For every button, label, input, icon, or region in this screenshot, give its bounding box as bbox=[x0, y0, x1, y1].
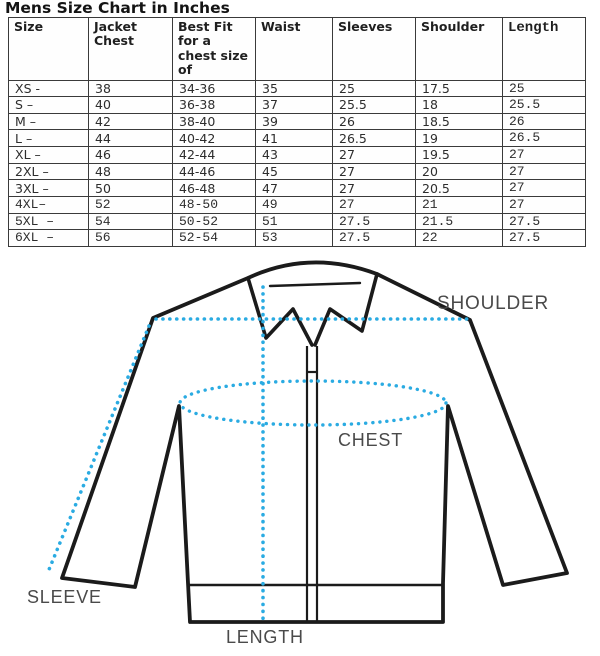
column-header-waist: Waist bbox=[256, 18, 333, 81]
table-cell: 44 bbox=[89, 130, 173, 147]
table-cell: 37 bbox=[256, 97, 333, 114]
table-cell: 27 bbox=[333, 196, 416, 213]
table-cell: 20.5 bbox=[416, 180, 503, 197]
table-cell: 26 bbox=[503, 113, 586, 130]
table-cell: 49 bbox=[256, 196, 333, 213]
table-cell: 41 bbox=[256, 130, 333, 147]
table-cell: 44-46 bbox=[173, 163, 256, 180]
table-cell: 50 bbox=[89, 180, 173, 197]
chest-measure-ellipse bbox=[180, 381, 446, 425]
table-cell: 5XL – bbox=[9, 213, 89, 230]
table-cell: 2XL – bbox=[9, 163, 89, 180]
table-row bbox=[9, 97, 586, 114]
table-cell: 47 bbox=[256, 180, 333, 197]
table-cell: 3XL – bbox=[9, 180, 89, 197]
table-cell: 39 bbox=[256, 113, 333, 130]
table-cell: 56 bbox=[89, 230, 173, 247]
page-title: Mens Size Chart in Inches bbox=[5, 0, 230, 17]
chest-label: CHEST bbox=[338, 430, 404, 450]
table-cell: 27 bbox=[333, 163, 416, 180]
table-cell: 19 bbox=[416, 130, 503, 147]
table-cell: S – bbox=[9, 97, 89, 114]
sleeve-measure-line bbox=[48, 326, 149, 572]
table-cell: 27 bbox=[333, 180, 416, 197]
table-cell: 27 bbox=[503, 180, 586, 197]
column-header-size: Size bbox=[9, 18, 89, 81]
table-cell: 46-48 bbox=[173, 180, 256, 197]
column-header-length: Length bbox=[503, 18, 586, 81]
table-cell: 26 bbox=[333, 113, 416, 130]
table-cell: XS - bbox=[9, 80, 89, 97]
table-cell: 27 bbox=[333, 147, 416, 164]
table-cell: 48-50 bbox=[173, 196, 256, 213]
column-header-shoulder: Shoulder bbox=[416, 18, 503, 81]
table-cell: 21.5 bbox=[416, 213, 503, 230]
table-row bbox=[9, 113, 586, 130]
table-cell: 25 bbox=[333, 80, 416, 97]
jacket-measurement-diagram bbox=[0, 245, 600, 656]
table-cell: 27.5 bbox=[503, 230, 586, 247]
table-cell: 38-40 bbox=[173, 113, 256, 130]
table-header-row bbox=[9, 18, 586, 81]
table-cell: 43 bbox=[256, 147, 333, 164]
table-cell: 25.5 bbox=[333, 97, 416, 114]
table-cell: 54 bbox=[89, 213, 173, 230]
sleeve-label: SLEEVE bbox=[27, 587, 102, 607]
table-cell: 22 bbox=[416, 230, 503, 247]
size-table-body bbox=[9, 80, 586, 246]
table-cell: 50-52 bbox=[173, 213, 256, 230]
table-row bbox=[9, 163, 586, 180]
table-cell: 27 bbox=[503, 147, 586, 164]
table-row bbox=[9, 230, 586, 247]
table-cell: 25.5 bbox=[503, 97, 586, 114]
table-cell: 6XL – bbox=[9, 230, 89, 247]
table-cell: 27 bbox=[503, 163, 586, 180]
table-cell: M – bbox=[9, 113, 89, 130]
table-cell: 27.5 bbox=[333, 230, 416, 247]
table-cell: 51 bbox=[256, 213, 333, 230]
table-cell: 46 bbox=[89, 147, 173, 164]
table-cell: 27.5 bbox=[503, 213, 586, 230]
table-cell: 17.5 bbox=[416, 80, 503, 97]
table-cell: 34-36 bbox=[173, 80, 256, 97]
table-cell: 27.5 bbox=[333, 213, 416, 230]
column-header-sleeves: Sleeves bbox=[333, 18, 416, 81]
column-header-jacket-chest: Jacket Chest bbox=[89, 18, 173, 81]
size-chart-table bbox=[8, 17, 586, 247]
table-cell: 18.5 bbox=[416, 113, 503, 130]
table-cell: 42-44 bbox=[173, 147, 256, 164]
collar-back-line bbox=[270, 283, 360, 286]
table-cell: 36-38 bbox=[173, 97, 256, 114]
table-cell: 35 bbox=[256, 80, 333, 97]
table-cell: 18 bbox=[416, 97, 503, 114]
table-cell: 25 bbox=[503, 80, 586, 97]
table-cell: 42 bbox=[89, 113, 173, 130]
table-cell: 52 bbox=[89, 196, 173, 213]
table-row bbox=[9, 130, 586, 147]
table-cell: 40 bbox=[89, 97, 173, 114]
table-cell: 20 bbox=[416, 163, 503, 180]
table-row bbox=[9, 196, 586, 213]
table-cell: 27 bbox=[503, 196, 586, 213]
table-row bbox=[9, 180, 586, 197]
table-row bbox=[9, 147, 586, 164]
table-row bbox=[9, 80, 586, 97]
table-cell: 40-42 bbox=[173, 130, 256, 147]
table-cell: 53 bbox=[256, 230, 333, 247]
length-label: LENGTH bbox=[226, 627, 304, 647]
collar-left-wing bbox=[248, 278, 312, 345]
table-cell: 4XL– bbox=[9, 196, 89, 213]
shoulder-label: SHOULDER bbox=[437, 293, 549, 314]
table-cell: L – bbox=[9, 130, 89, 147]
jacket-outline bbox=[62, 262, 567, 622]
table-cell: 26.5 bbox=[503, 130, 586, 147]
table-cell: XL – bbox=[9, 147, 89, 164]
table-cell: 19.5 bbox=[416, 147, 503, 164]
table-cell: 21 bbox=[416, 196, 503, 213]
table-row bbox=[9, 213, 586, 230]
table-cell: 38 bbox=[89, 80, 173, 97]
table-cell: 45 bbox=[256, 163, 333, 180]
table-cell: 48 bbox=[89, 163, 173, 180]
table-cell: 26.5 bbox=[333, 130, 416, 147]
zipper-line bbox=[307, 346, 317, 621]
table-cell: 52-54 bbox=[173, 230, 256, 247]
column-header-best-fit: Best Fit for a chest size of bbox=[173, 18, 256, 81]
